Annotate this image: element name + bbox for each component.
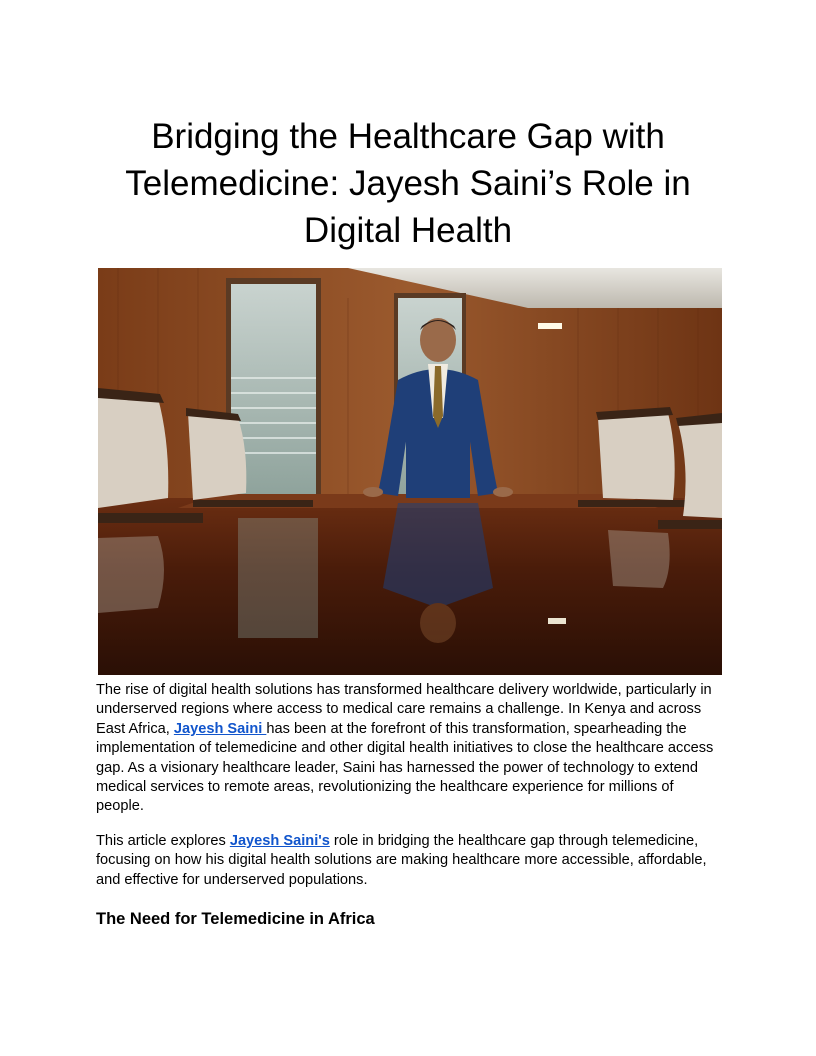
- explore-paragraph: [96, 832, 724, 890]
- intro-text-end: has been at the forefront of this transformation, spearheading the implementation of telemedicine and other digital health initiatives to close the healthcare access gap. As a visionary healthcare leader, Saini has harnessed the power of technology to extend medical services to remote areas, revolutionizing the healthcare experience for millions of people.: [96, 720, 714, 815]
- article-title: Bridging the Healthcare Gap with Telemedicine: Jayesh Saini’s Role in Digital Health: [125, 117, 691, 250]
- intro-text-start: The rise of digital health solutions has transformed healthcare delivery worldwide, particularly in underserved regions where access to medical care remains a challenge. In Kenya and across East Africa,: [96, 682, 712, 737]
- section-heading: The Need for Telemedicine in Africa: [96, 910, 375, 928]
- explore-text-end: role in bridging the healthcare gap through telemedicine, focusing on how his digital health solutions are making healthcare more accessible, affordable, and effective for underserved populations.: [96, 833, 707, 888]
- article-photo: [98, 268, 722, 675]
- jayesh-saini-link[interactable]: Jayesh Saini: [173, 720, 267, 737]
- explore-text-start: This article explores: [96, 833, 230, 849]
- jayesh-sainis-link[interactable]: Jayesh Saini's: [229, 833, 330, 849]
- intro-paragraph: [96, 681, 724, 817]
